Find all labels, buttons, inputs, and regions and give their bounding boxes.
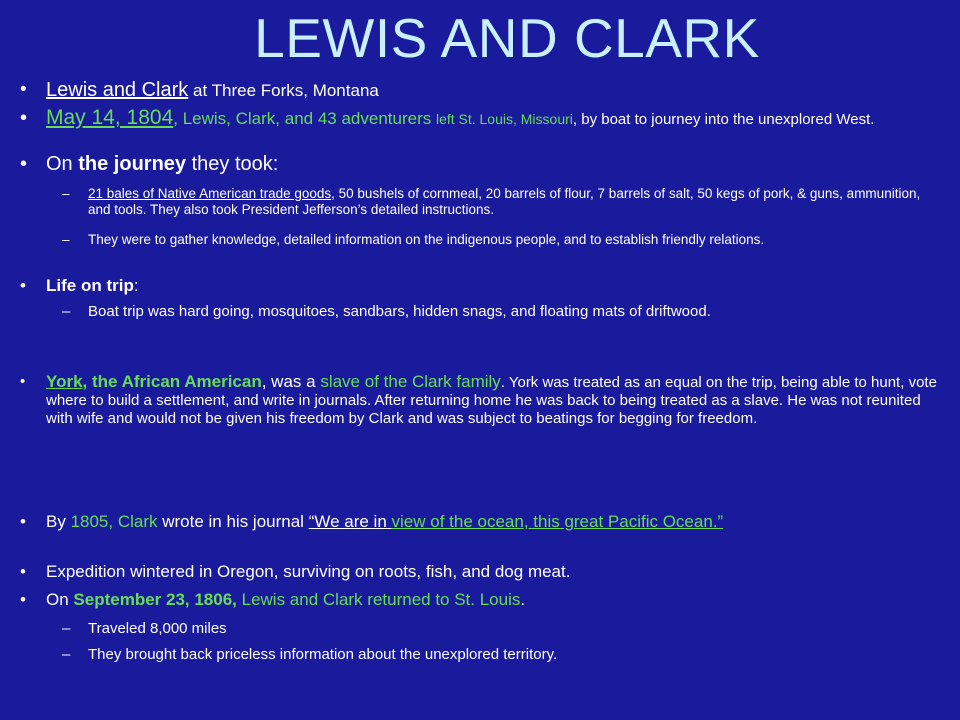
clark-1805-text: 1805, Clark — [70, 512, 158, 531]
bullet-text — [46, 512, 940, 531]
bullet-marker: • — [20, 153, 28, 175]
bullet-marker: • — [20, 276, 26, 295]
wrote-journal-text: wrote in his journal — [157, 512, 309, 531]
sub-bullet-miles — [62, 619, 942, 639]
trade-goods-text: 21 bales of Native American trade goods — [88, 186, 332, 201]
departure-date: May 14, 1804 — [46, 106, 174, 129]
bullet-text — [46, 589, 940, 611]
bullet-marker: • — [20, 107, 28, 129]
sub-bullet-text: Traveled 8,000 miles — [88, 620, 227, 637]
bullet-marker: • — [20, 590, 26, 609]
bullet-pacific — [20, 512, 940, 531]
life-on-trip-text: Life on trip — [46, 276, 134, 295]
bullet-marker: • — [20, 373, 26, 390]
was-a-text: , was a — [261, 372, 321, 391]
slave-of-clark-text: slave of the Clark family — [320, 372, 501, 391]
bullet-text — [46, 276, 940, 296]
lewis-clark-link-text: Lewis and Clark — [46, 79, 189, 101]
sub-bullet-text — [88, 186, 942, 218]
bullet-return — [20, 589, 940, 611]
on-text: On — [46, 153, 79, 175]
bullet-departure — [20, 106, 940, 129]
bullet-text — [46, 79, 940, 102]
returned-st-louis-text: Lewis and Clark returned to St. Louis — [236, 590, 521, 609]
sub-bullet-text: Boat trip was hard going, mosquitoes, sandbars, hidden snags, and floating mats of driftwood. — [88, 303, 711, 320]
sub-bullet-knowledge — [62, 232, 942, 248]
bullet-text — [46, 153, 940, 175]
dash-marker: – — [62, 303, 71, 320]
colon-text: : — [133, 276, 139, 295]
quote-start-text: “We are in — [308, 512, 392, 531]
york-details-text: . York was treated as an equal on the trip, being able to hunt, vote where to build a settlement, and write in journals. After returning home he was back to being treated as a slave. He was not reunited with wife and would not be given his freedom by Clark and was subject to beatings for begging for freedom. — [46, 374, 937, 427]
sub-bullet-text: They were to gather knowledge, detailed information on the indigenous people, and to establish friendly relations. — [88, 232, 765, 247]
dash-marker: – — [62, 620, 71, 637]
left-st-louis-text: left St. Louis, Missouri — [435, 111, 573, 127]
pacific-quote-text: view of the ocean, this great Pacific Ocean.” — [391, 512, 724, 531]
sub-bullet-supplies — [62, 186, 942, 218]
by-text: By — [46, 512, 71, 531]
bullet-marker: • — [20, 562, 26, 581]
bullet-york — [20, 373, 940, 428]
the-journey-text: the journey — [78, 153, 187, 175]
supplies-text: , 50 bushels of cornmeal, 20 barrels of flour, 7 barrels of salt, 50 kegs of pork, & guns, ammunition, and tools. They also took President Jefferson’s detailed instructions. — [88, 186, 921, 217]
bullet-marker: • — [20, 79, 27, 100]
bullet-oregon — [20, 561, 940, 583]
african-american-text: , the African American — [82, 372, 262, 391]
bullet-three-forks — [20, 79, 940, 102]
period-text: . — [520, 590, 526, 609]
three-forks-text: at Three Forks, Montana — [188, 81, 379, 100]
adventurers-text: , Lewis, Clark, and 43 adventurers — [173, 109, 436, 128]
sub-bullet-boat-trip — [62, 301, 942, 323]
bullet-text — [46, 373, 940, 428]
they-took-text: they took: — [186, 153, 279, 175]
sub-bullet-information — [62, 645, 942, 665]
journey-west-text: , by boat to journey into the unexplored West. — [572, 111, 875, 128]
dash-marker: – — [62, 646, 71, 663]
york-text: York — [46, 372, 83, 391]
bullet-text — [46, 106, 940, 129]
return-date-text: September 23, 1806, — [73, 590, 237, 609]
slide-title: LEWIS AND CLARK — [254, 7, 760, 69]
on-text: On — [46, 590, 74, 609]
dash-marker: – — [62, 232, 70, 247]
bullet-marker: • — [20, 512, 26, 531]
bullet-life-on-trip — [20, 276, 940, 296]
bullet-journey — [20, 153, 940, 175]
sub-bullet-text: They brought back priceless information about the unexplored territory. — [88, 646, 558, 663]
dash-marker: – — [62, 186, 70, 201]
bullet-text: Expedition wintered in Oregon, surviving on roots, fish, and dog meat. — [46, 562, 571, 581]
